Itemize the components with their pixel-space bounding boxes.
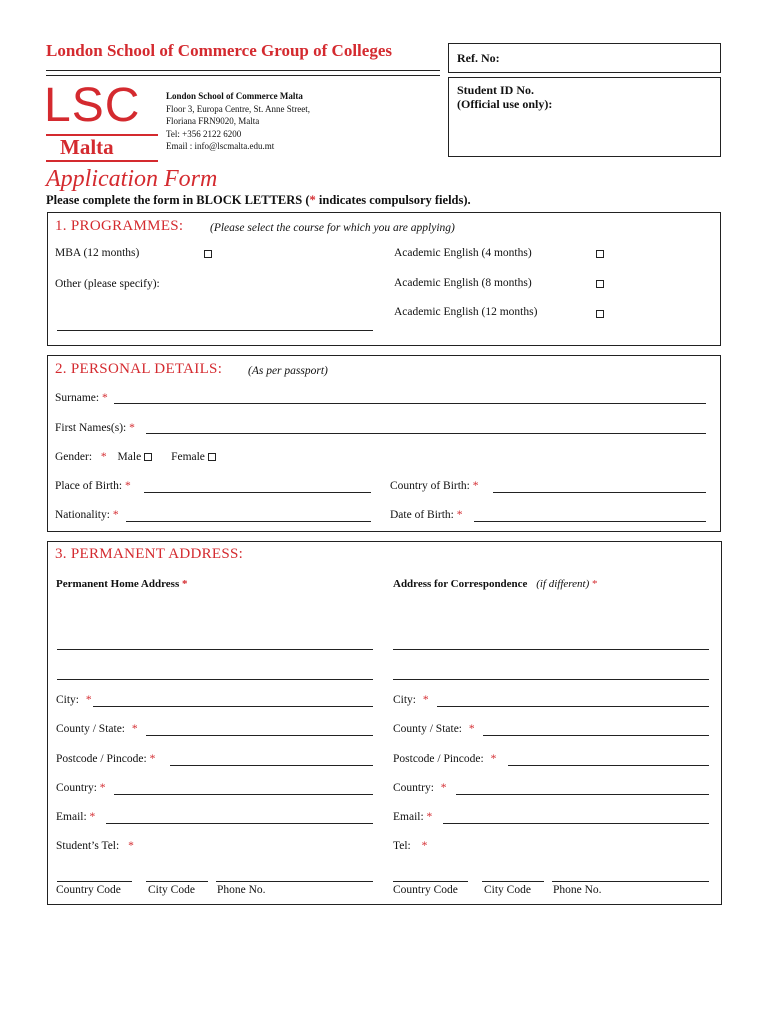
ref-no-label: Ref. No: <box>457 51 500 65</box>
first-names-text: First Names(s): <box>55 422 127 434</box>
corr-address-required: * <box>592 578 598 590</box>
home-address-label <box>56 578 187 590</box>
home-city-input[interactable] <box>93 706 373 707</box>
programmes-title: 1. PROGRAMMES: <box>55 218 184 234</box>
personal-title: 2. PERSONAL DETAILS: <box>55 361 223 377</box>
corr-tel-label <box>393 840 427 852</box>
corr-tel-city-code-input[interactable] <box>482 881 544 882</box>
corr-address-text: Address for Correspondence <box>393 578 528 590</box>
corr-address-line-2[interactable] <box>393 679 709 680</box>
male-checkbox[interactable] <box>144 453 152 461</box>
place-of-birth-required: * <box>124 480 131 492</box>
group-title: London School of Commerce Group of Colleges <box>46 41 392 60</box>
nationality-label <box>55 509 119 521</box>
ae4-checkbox[interactable] <box>596 250 604 258</box>
home-postcode-input[interactable] <box>170 765 373 766</box>
email-line: Email : info@lscmalta.edu.mt <box>166 141 275 151</box>
corr-country-label <box>393 782 447 794</box>
country-of-birth-label <box>390 480 479 492</box>
corr-city-input[interactable] <box>437 706 709 707</box>
ae8-checkbox[interactable] <box>596 280 604 288</box>
country-of-birth-required: * <box>472 480 479 492</box>
home-email-label <box>56 811 95 823</box>
home-postcode-text: Postcode / Pincode: <box>56 753 147 765</box>
place-of-birth-input[interactable] <box>144 492 371 493</box>
date-of-birth-text: Date of Birth: <box>390 509 454 521</box>
official-use-label: (Official use only): <box>457 97 553 111</box>
surname-label <box>55 392 108 404</box>
corr-city-label <box>393 694 429 706</box>
corr-county-label <box>393 723 475 735</box>
home-postcode-required: * <box>149 753 156 765</box>
date-of-birth-label <box>390 509 463 521</box>
programmes-section <box>47 212 721 346</box>
student-tel-phone-input[interactable] <box>216 881 373 882</box>
corr-tel-required: * <box>421 840 428 852</box>
form-title: Application Form <box>46 166 218 192</box>
nationality-text: Nationality: <box>55 509 110 521</box>
address-line-1: Floor 3, Europa Centre, St. Anne Street, <box>166 103 310 114</box>
ae12-label: Academic English (12 months) <box>394 306 538 318</box>
personal-note: (As per passport) <box>248 365 328 377</box>
gender-required: * <box>100 451 107 463</box>
home-country-required: * <box>99 782 106 794</box>
female-label: Female <box>171 451 205 463</box>
corr-email-text: Email: <box>393 811 424 823</box>
other-label: Other (please specify): <box>55 278 160 290</box>
address-line-2: Floriana FRN9020, Malta <box>166 116 260 126</box>
corr-city-text: City: <box>393 694 417 706</box>
gender-label: Gender: <box>55 451 93 463</box>
corr-tel-phone-input[interactable] <box>552 881 709 882</box>
gender-row <box>55 451 216 463</box>
home-country-text: Country: <box>56 782 97 794</box>
campus-name: London School of Commerce Malta <box>166 91 303 101</box>
home-address-line-1[interactable] <box>57 649 373 650</box>
instruction-star: * <box>309 193 316 207</box>
corr-postcode-text: Postcode / Pincode: <box>393 753 484 765</box>
corr-city-code-label: City Code <box>484 884 531 896</box>
nationality-required: * <box>112 509 119 521</box>
first-names-label <box>55 422 135 434</box>
corr-country-code-label: Country Code <box>393 884 458 896</box>
first-names-required: * <box>129 422 135 434</box>
campus-address-block <box>166 90 310 153</box>
corr-phone-label: Phone No. <box>553 884 602 896</box>
corr-county-input[interactable] <box>483 735 709 736</box>
personal-details-section <box>47 355 721 532</box>
home-country-input[interactable] <box>114 794 373 795</box>
corr-postcode-input[interactable] <box>508 765 709 766</box>
instruction-prefix: Please complete the form in BLOCK LETTERS ( <box>46 193 310 207</box>
home-country-label <box>56 782 106 794</box>
first-names-input[interactable] <box>146 433 706 434</box>
corr-city-required: * <box>422 694 429 706</box>
home-email-required: * <box>89 811 96 823</box>
home-county-required: * <box>131 723 138 735</box>
corr-postcode-label <box>393 753 496 765</box>
programmes-note: (Please select the course for which you are applying) <box>210 222 455 234</box>
home-city-label <box>56 694 92 706</box>
ref-no-box[interactable] <box>448 43 721 73</box>
corr-email-label <box>393 811 432 823</box>
corr-tel-text: Tel: <box>393 840 411 852</box>
ae4-label: Academic English (4 months) <box>394 247 532 259</box>
corr-tel-country-code-input[interactable] <box>393 881 468 882</box>
ae8-label: Academic English (8 months) <box>394 277 532 289</box>
mba-checkbox[interactable] <box>204 250 212 258</box>
home-postcode-label <box>56 753 155 765</box>
student-id-box <box>448 77 721 157</box>
corr-postcode-required: * <box>490 753 497 765</box>
student-tel-country-code-input[interactable] <box>57 881 132 882</box>
corr-address-note: (if different) <box>536 578 590 590</box>
ae12-checkbox[interactable] <box>596 310 604 318</box>
home-address-line-2[interactable] <box>57 679 373 680</box>
place-of-birth-label <box>55 480 131 492</box>
other-input[interactable] <box>57 330 373 331</box>
home-email-text: Email: <box>56 811 87 823</box>
surname-input[interactable] <box>114 403 706 404</box>
address-section <box>47 541 722 905</box>
country-of-birth-text: Country of Birth: <box>390 480 470 492</box>
male-label: Male <box>117 451 142 463</box>
corr-email-input[interactable] <box>443 823 709 824</box>
form-instruction <box>46 193 471 208</box>
lsc-logo <box>44 79 160 162</box>
corr-county-text: County / State: <box>393 723 462 735</box>
header-divider-2 <box>46 75 440 76</box>
instruction-suffix: indicates compulsory fields). <box>315 193 471 207</box>
student-tel-text: Student’s Tel: <box>56 840 120 852</box>
surname-required: * <box>101 392 108 404</box>
date-of-birth-required: * <box>456 509 463 521</box>
home-email-input[interactable] <box>106 823 373 824</box>
header-divider-1 <box>46 70 440 71</box>
student-tel-required: * <box>128 840 134 852</box>
address-title: 3. PERMANENT ADDRESS: <box>55 546 244 562</box>
student-phone-label: Phone No. <box>217 884 266 896</box>
home-county-label <box>56 723 138 735</box>
home-address-required: * <box>181 578 188 590</box>
student-id-label: Student ID No. <box>457 83 535 97</box>
place-of-birth-text: Place of Birth: <box>55 480 123 492</box>
student-city-code-label: City Code <box>148 884 195 896</box>
home-county-input[interactable] <box>146 735 373 736</box>
corr-address-line-1[interactable] <box>393 649 709 650</box>
home-city-text: City: <box>56 694 80 706</box>
logo-main-text: LSC <box>44 79 141 132</box>
home-address-text: Permanent Home Address <box>56 578 180 590</box>
corr-address-label <box>393 578 598 590</box>
home-county-text: County / State: <box>56 723 125 735</box>
country-of-birth-input[interactable] <box>493 492 706 493</box>
corr-county-required: * <box>468 723 475 735</box>
logo-underline <box>46 160 158 162</box>
student-country-code-label: Country Code <box>56 884 121 896</box>
home-city-required: * <box>85 694 92 706</box>
student-tel-city-code-input[interactable] <box>146 881 208 882</box>
corr-country-required: * <box>440 782 447 794</box>
student-tel-label <box>56 840 134 852</box>
mba-label: MBA (12 months) <box>55 247 140 259</box>
tel-line: Tel: +356 2122 6200 <box>166 128 242 139</box>
date-of-birth-input[interactable] <box>474 521 706 522</box>
nationality-input[interactable] <box>126 521 371 522</box>
corr-country-input[interactable] <box>456 794 709 795</box>
corr-email-required: * <box>426 811 433 823</box>
female-checkbox[interactable] <box>208 453 216 461</box>
logo-sub-text: Malta <box>60 135 114 159</box>
corr-country-text: Country: <box>393 782 434 794</box>
surname-text: Surname: <box>55 392 100 404</box>
